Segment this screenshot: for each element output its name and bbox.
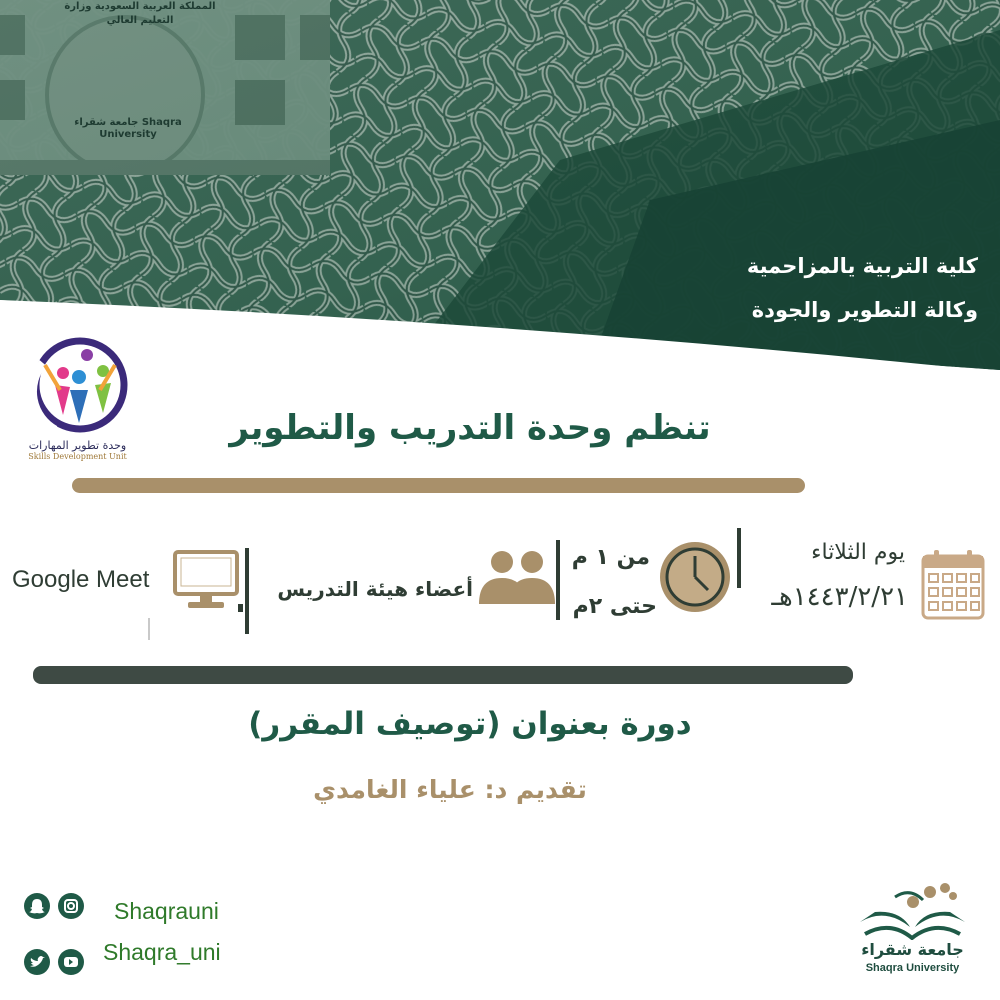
event-date: ١٤٤٣/٢/٢١هـ <box>771 582 908 612</box>
separator <box>245 548 249 634</box>
calendar-icon <box>920 548 986 622</box>
event-day: يوم الثلاثاء <box>811 540 905 565</box>
skills-unit-logo <box>15 335 140 465</box>
people-icon <box>477 550 557 604</box>
separator <box>737 528 741 588</box>
time-to: حتى ٢م <box>572 594 657 619</box>
presenter: تقديم د: علياء الغامدي <box>313 775 587 804</box>
time-from: من ١ م <box>571 545 650 570</box>
dark-divider <box>33 666 853 684</box>
skills-unit-name-en: Skills Development Unit <box>28 452 127 461</box>
building-sign: المملكة العربية السعودية وزارة التعليم العالي <box>64 1 216 26</box>
youtube-icon[interactable] <box>58 949 84 975</box>
course-title: دورة بعنوان (توصيف المقرر) <box>248 706 692 742</box>
college-name: كلية التربية يالمزاحمية <box>746 254 978 278</box>
snapchat-icon[interactable] <box>24 893 50 919</box>
twitter-icon[interactable] <box>24 949 50 975</box>
skills-unit-name-ar: وحدة تطوير المهارات <box>28 439 127 452</box>
university-name-ar: جامعة شقراء <box>861 940 964 959</box>
building-logo-text: جامعة شقراء Shaqra University <box>74 117 182 140</box>
social-handle-1[interactable]: Shaqrauni <box>114 898 219 924</box>
agency-name: وكالة التطوير والجودة <box>751 298 978 322</box>
clock-icon <box>658 540 732 614</box>
decor-tick <box>148 618 150 640</box>
platform-name: Google Meet <box>12 566 150 593</box>
university-logo-icon <box>855 882 970 940</box>
audience: أعضاء هيئة التدريس <box>277 577 473 601</box>
skills-people-icon <box>15 335 140 435</box>
computer-icon <box>172 550 244 614</box>
social-handle-2[interactable]: Shaqra_uni <box>103 939 221 965</box>
university-name-en: Shaqra University <box>865 962 960 974</box>
gold-divider <box>72 478 805 493</box>
organizer-title: تنظم وحدة التدريب والتطوير <box>229 408 711 448</box>
instagram-icon[interactable] <box>58 893 84 919</box>
